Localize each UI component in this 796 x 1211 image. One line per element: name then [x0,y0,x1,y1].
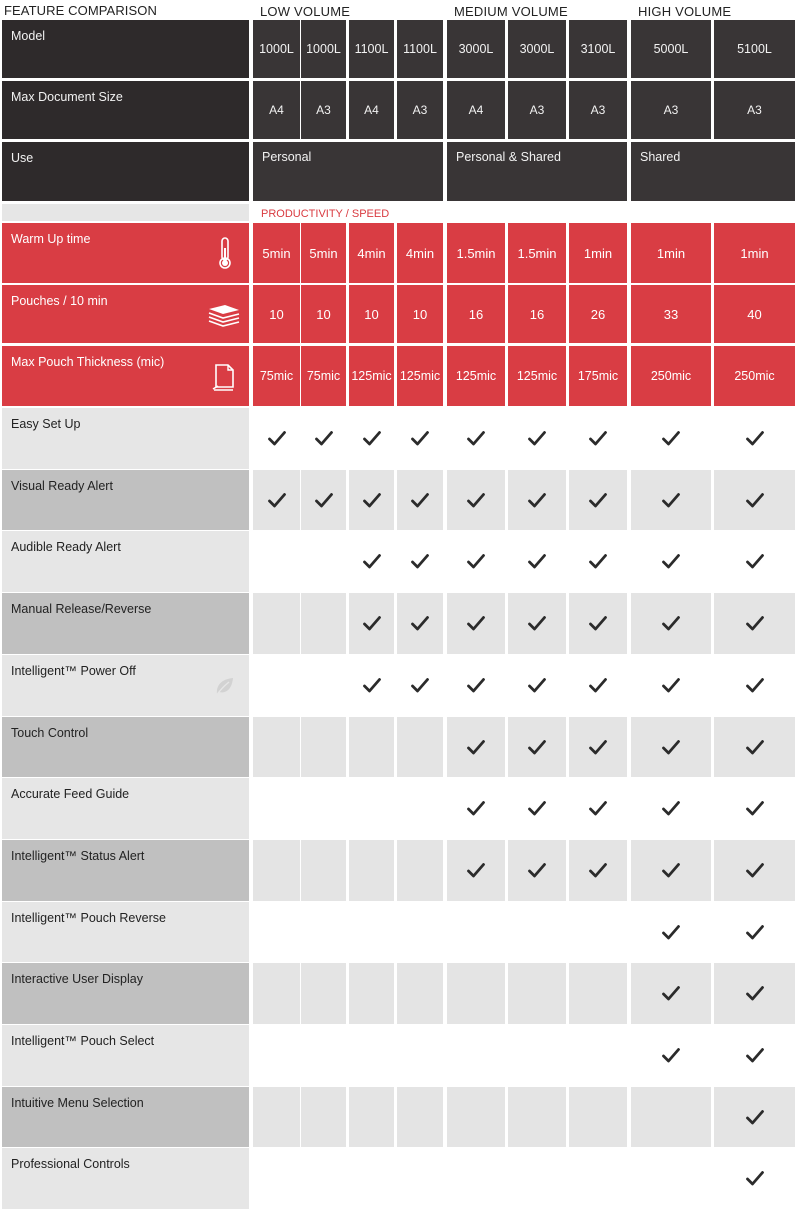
feature-cell [349,470,394,530]
document-size-cell: A4 [253,81,300,139]
feature-cell [569,531,627,592]
checkmark-icon [467,616,485,631]
pouches-cell: 16 [508,285,566,343]
feature-cell [631,470,711,530]
feature-cell [253,902,300,962]
feature-row-label: Intelligent™ Power Off [2,655,249,716]
checkmark-icon [662,678,680,693]
feature-cell [714,1148,795,1209]
warm-up-cell: 1min [631,223,711,283]
checkmark-icon [528,493,546,508]
checkmark-icon [589,431,607,446]
feature-cell [714,840,795,901]
feature-cell [569,408,627,469]
model-cell: 5100L [714,20,795,78]
feature-cell [631,778,711,839]
feature-cell [508,593,566,654]
checkmark-icon [363,493,381,508]
pouch-thickness-cell: 250mic [714,346,795,406]
feature-cell [631,963,711,1024]
document-size-cell: A3 [631,81,711,139]
feature-cell [253,1087,300,1147]
warm-up-cell: 1.5min [508,223,566,283]
feature-cell [447,1148,505,1209]
feature-row-label: Intelligent™ Status Alert [2,840,249,901]
feature-cell [349,531,394,592]
checkmark-icon [467,801,485,816]
pouches-cell: 10 [301,285,346,343]
model-row-label: Model [2,20,249,78]
feature-cell [508,1025,566,1086]
group-heading-high: HIGH VOLUME [638,4,732,19]
feature-cell [447,470,505,530]
checkmark-icon [467,431,485,446]
pouch-stack-icon [207,303,241,332]
checkmark-icon [589,678,607,693]
warm-up-cell: 5min [253,223,300,283]
thermometer-icon [217,236,233,275]
checkmark-icon [411,493,429,508]
document-size-row-label: Max Document Size [2,81,249,139]
use-cell-low: Personal [253,142,443,201]
checkmark-icon [589,554,607,569]
checkmark-icon [662,740,680,755]
checkmark-icon [363,554,381,569]
feature-cell [447,655,505,716]
warm-up-cell: 1min [569,223,627,283]
checkmark-icon [746,678,764,693]
checkmark-icon [662,986,680,1001]
checkmark-icon [662,925,680,940]
checkmark-icon [411,554,429,569]
feature-cell [508,1087,566,1147]
pouches-cell: 16 [447,285,505,343]
checkmark-icon [528,554,546,569]
feature-cell [349,963,394,1024]
feature-cell [397,902,443,962]
feature-cell [569,902,627,962]
feature-cell [631,408,711,469]
feature-row-label: Visual Ready Alert [2,470,249,530]
feature-cell [253,963,300,1024]
feature-cell [397,1025,443,1086]
feature-cell [301,593,346,654]
feature-cell [508,778,566,839]
feature-cell [714,717,795,777]
feature-cell [253,840,300,901]
feature-cell [569,963,627,1024]
feature-cell [714,902,795,962]
document-size-cell: A4 [447,81,505,139]
feature-cell [569,840,627,901]
feature-cell [631,717,711,777]
checkmark-icon [528,431,546,446]
document-size-cell: A3 [714,81,795,139]
feature-cell [447,1025,505,1086]
feature-cell [508,963,566,1024]
feature-cell [508,1148,566,1209]
pouch-thickness-cell: 250mic [631,346,711,406]
feature-cell [631,593,711,654]
feature-cell [631,1025,711,1086]
use-row-label: Use [2,142,249,201]
checkmark-icon [589,801,607,816]
pouches-cell: 10 [349,285,394,343]
feature-cell [631,655,711,716]
feature-cell [397,531,443,592]
document-size-cell: A3 [301,81,346,139]
checkmark-icon [746,740,764,755]
feature-cell [714,531,795,592]
feature-cell [301,778,346,839]
feature-row-label: Intuitive Menu Selection [2,1087,249,1147]
feature-cell [301,470,346,530]
checkmark-icon [363,678,381,693]
group-heading-low: LOW VOLUME [260,4,351,19]
feature-cell [569,470,627,530]
model-cell: 1000L [301,20,346,78]
checkmark-icon [589,863,607,878]
use-cell-medium: Personal & Shared [447,142,627,201]
feature-row-label: Manual Release/Reverse [2,593,249,654]
checkmark-icon [528,678,546,693]
feature-cell [253,1148,300,1209]
feature-cell [397,778,443,839]
pouch-thickness-cell: 125mic [349,346,394,406]
feature-cell [253,1025,300,1086]
feature-cell [714,778,795,839]
leaf-icon [213,675,235,702]
pouch-thickness-cell: 125mic [447,346,505,406]
checkmark-icon [467,740,485,755]
feature-cell [714,593,795,654]
checkmark-icon [746,1110,764,1125]
feature-cell [569,778,627,839]
feature-cell [253,470,300,530]
checkmark-icon [467,863,485,878]
document-size-cell: A3 [508,81,566,139]
feature-cell [253,655,300,716]
feature-cell [349,1025,394,1086]
model-cell: 1100L [397,20,443,78]
checkmark-icon [528,740,546,755]
feature-cell [397,408,443,469]
feature-cell [631,902,711,962]
feature-cell [301,408,346,469]
pouch-thickness-cell: 75mic [253,346,300,406]
warm-up-cell: 4min [397,223,443,283]
pouches-cell: 10 [397,285,443,343]
pouch-thickness-row-label: Max Pouch Thickness (mic) [2,346,249,406]
feature-cell [349,1087,394,1147]
feature-cell [253,778,300,839]
pouch-thickness-icon [211,362,237,397]
checkmark-icon [662,616,680,631]
checkmark-icon [662,801,680,816]
feature-cell [714,1025,795,1086]
pouch-thickness-cell: 125mic [508,346,566,406]
feature-cell [397,717,443,777]
checkmark-icon [746,801,764,816]
feature-cell [631,1148,711,1209]
pouch-thickness-cell: 175mic [569,346,627,406]
feature-cell [714,1087,795,1147]
checkmark-icon [746,986,764,1001]
feature-cell [569,1025,627,1086]
feature-cell [397,593,443,654]
checkmark-icon [746,1171,764,1186]
feature-cell [447,1087,505,1147]
warm-up-cell: 5min [301,223,346,283]
feature-cell [508,717,566,777]
feature-cell [569,1087,627,1147]
feature-cell [397,1148,443,1209]
feature-cell [301,655,346,716]
warm-up-cell: 1min [714,223,795,283]
feature-cell [397,963,443,1024]
model-cell: 5000L [631,20,711,78]
feature-cell [447,593,505,654]
feature-cell [349,593,394,654]
use-cell-high: Shared [631,142,795,201]
model-cell: 1100L [349,20,394,78]
warm-up-row-label: Warm Up time [2,223,249,283]
document-size-cell: A3 [397,81,443,139]
checkmark-icon [411,678,429,693]
feature-cell [447,408,505,469]
checkmark-icon [363,431,381,446]
checkmark-icon [746,925,764,940]
feature-cell [301,963,346,1024]
checkmark-icon [268,431,286,446]
page-title: FEATURE COMPARISON [4,3,157,18]
pouch-thickness-cell: 75mic [301,346,346,406]
checkmark-icon [467,678,485,693]
feature-cell [447,902,505,962]
feature-cell [631,1087,711,1147]
checkmark-icon [746,431,764,446]
checkmark-icon [662,493,680,508]
checkmark-icon [363,616,381,631]
feature-cell [631,531,711,592]
feature-cell [253,593,300,654]
feature-cell [253,408,300,469]
checkmark-icon [662,863,680,878]
feature-cell [397,1087,443,1147]
feature-cell [631,840,711,901]
checkmark-icon [662,1048,680,1063]
pouch-thickness-cell: 125mic [397,346,443,406]
feature-cell [508,531,566,592]
feature-cell [253,531,300,592]
feature-cell [714,963,795,1024]
checkmark-icon [467,493,485,508]
document-size-cell: A4 [349,81,394,139]
feature-cell [508,840,566,901]
feature-cell [447,840,505,901]
checkmark-icon [315,431,333,446]
feature-cell [714,655,795,716]
feature-cell [349,408,394,469]
feature-cell [349,717,394,777]
feature-cell [508,408,566,469]
feature-row-label: Intelligent™ Pouch Select [2,1025,249,1086]
model-cell: 3000L [447,20,505,78]
checkmark-icon [467,554,485,569]
feature-cell [301,1025,346,1086]
pouches-cell: 26 [569,285,627,343]
feature-row-label: Easy Set Up [2,408,249,469]
checkmark-icon [662,554,680,569]
checkmark-icon [746,554,764,569]
feature-cell [301,1087,346,1147]
checkmark-icon [589,616,607,631]
feature-cell [569,593,627,654]
feature-cell [301,902,346,962]
checkmark-icon [268,493,286,508]
feature-row-label: Professional Controls [2,1148,249,1209]
checkmark-icon [411,616,429,631]
feature-cell [397,470,443,530]
feature-cell [397,840,443,901]
feature-cell [508,655,566,716]
feature-cell [569,1148,627,1209]
feature-cell [301,840,346,901]
checkmark-icon [589,493,607,508]
feature-cell [301,531,346,592]
pouches-row-label: Pouches / 10 min [2,285,249,343]
model-cell: 1000L [253,20,300,78]
checkmark-icon [746,863,764,878]
checkmark-icon [746,493,764,508]
feature-cell [569,717,627,777]
feature-cell [301,717,346,777]
feature-cell [349,778,394,839]
feature-cell [447,531,505,592]
feature-cell [714,470,795,530]
feature-cell [349,1148,394,1209]
feature-cell [447,717,505,777]
checkmark-icon [746,1048,764,1063]
feature-cell [508,902,566,962]
feature-row-label: Audible Ready Alert [2,531,249,592]
checkmark-icon [411,431,429,446]
warm-up-cell: 4min [349,223,394,283]
pouches-cell: 33 [631,285,711,343]
checkmark-icon [528,863,546,878]
feature-cell [397,655,443,716]
group-heading-medium: MEDIUM VOLUME [454,4,568,19]
productivity-heading: PRODUCTIVITY / SPEED [261,208,390,220]
feature-cell [349,840,394,901]
feature-cell [301,1148,346,1209]
feature-cell [447,963,505,1024]
feature-row-label: Touch Control [2,717,249,777]
feature-cell [349,902,394,962]
checkmark-icon [662,431,680,446]
document-size-cell: A3 [569,81,627,139]
feature-row-label: Intelligent™ Pouch Reverse [2,902,249,962]
pouches-cell: 10 [253,285,300,343]
productivity-label-spacer [2,204,249,221]
feature-cell [253,717,300,777]
model-cell: 3000L [508,20,566,78]
model-cell: 3100L [569,20,627,78]
checkmark-icon [528,801,546,816]
feature-cell [569,655,627,716]
feature-cell [508,470,566,530]
feature-cell [714,408,795,469]
checkmark-icon [746,616,764,631]
warm-up-cell: 1.5min [447,223,505,283]
feature-row-label: Interactive User Display [2,963,249,1024]
checkmark-icon [589,740,607,755]
feature-row-label: Accurate Feed Guide [2,778,249,839]
feature-cell [447,778,505,839]
checkmark-icon [528,616,546,631]
pouches-cell: 40 [714,285,795,343]
checkmark-icon [315,493,333,508]
feature-cell [349,655,394,716]
